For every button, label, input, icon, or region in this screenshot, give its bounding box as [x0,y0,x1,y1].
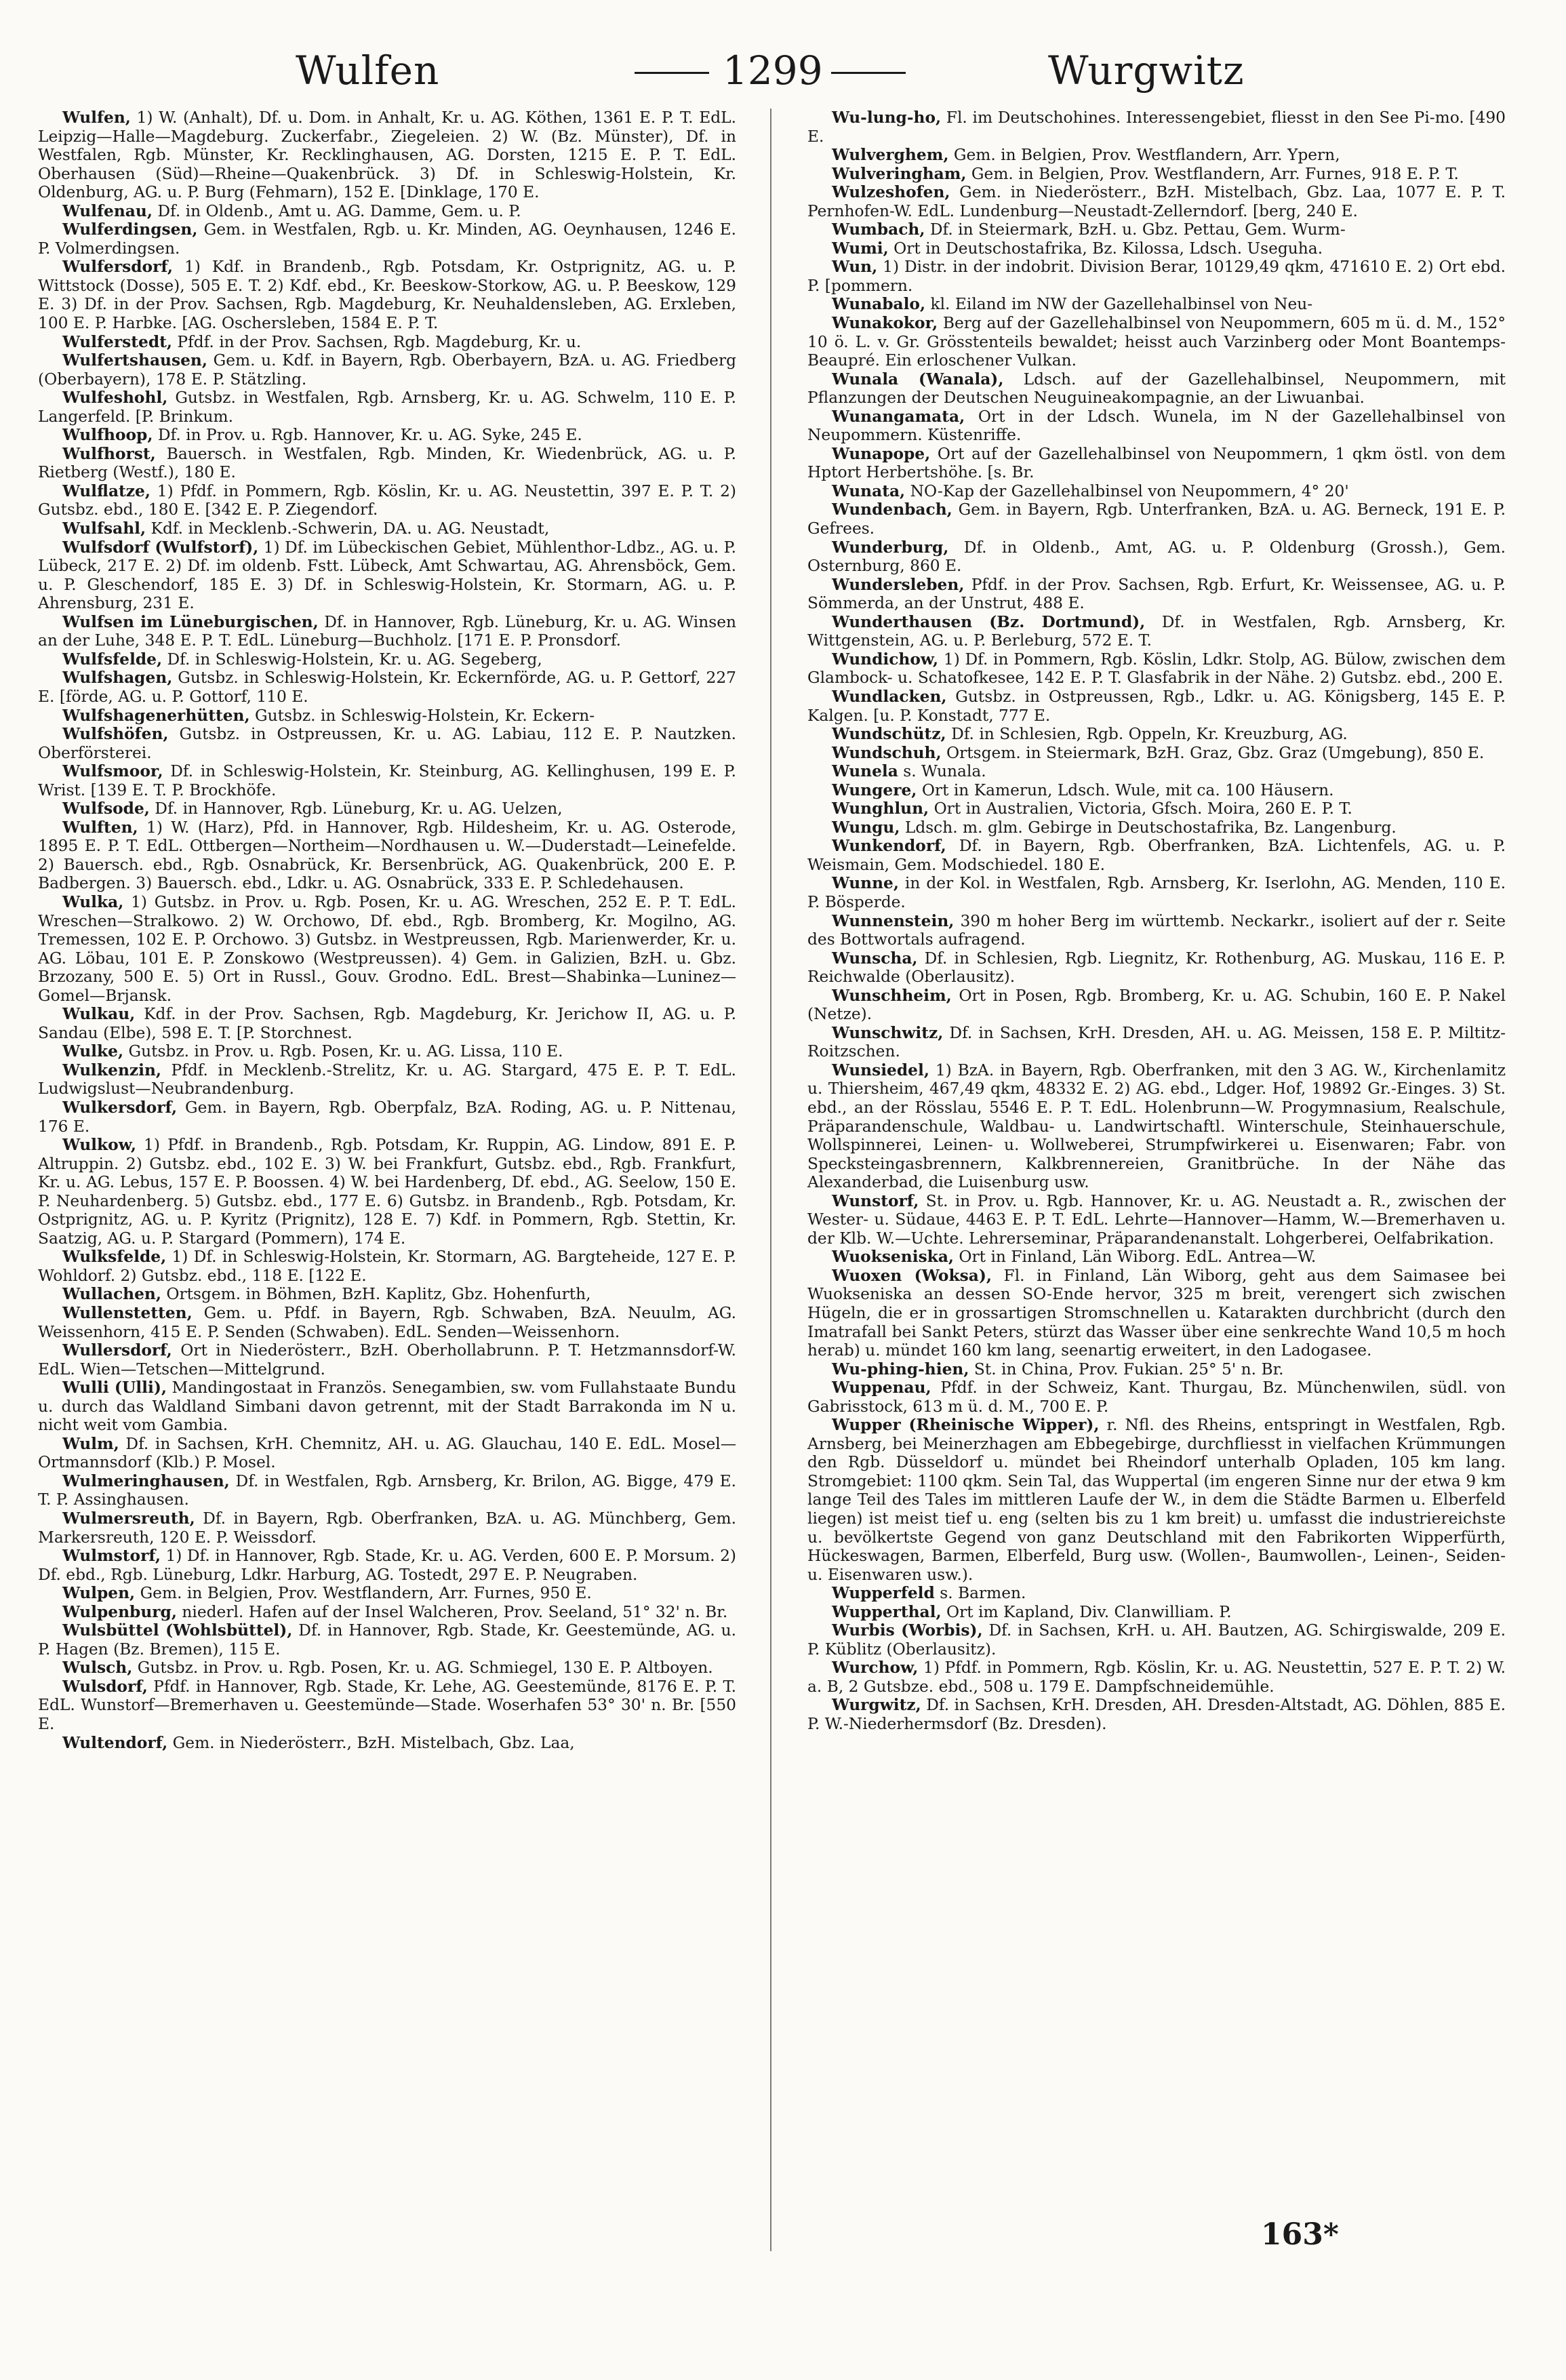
page-header [38,41,1528,108]
dictionary-entry [807,165,1506,184]
entry-text: Gem. in Belgien, Prov. Westflandern, Arr. Ypern, [948,146,1340,165]
entry-text: Ort in Australien, Victoria, Gfsch. Moira, 260 E. P. T. [929,799,1352,818]
entry-text: Gutsbz. in Ostpreussen, Kr. u. AG. Labiau, 112 E. P. Nautzken. Oberförsterei. [38,725,736,762]
entry-text: Gutsbz. in Ostpreussen, Rgb., Ldkr. u. AG. Königsberg, 145 E. P. Kalgen. [u. P. Konstadt, 777 E. [807,687,1506,725]
entry-text: Gutsbz. in Prov. u. Rgb. Posen, Kr. u. AG. Schmiegel, 130 E. P. Altboyen. [132,1659,713,1678]
entry-term: Wunangamata, [832,407,965,426]
dictionary-entry [38,669,736,706]
dictionary-entry [807,1621,1506,1659]
dictionary-entry [807,482,1506,501]
entry-term: Wunne, [832,874,899,893]
entry-text: Ldsch. m. glm. Gebirge in Deutschostafrika, Bz. Langenburg. [900,818,1397,837]
text-columns [38,108,1528,2339]
entry-text: 1) W. (Harz), Pfd. in Hannover, Rgb. Hildesheim, Kr. u. AG. Osterode, 1895 E. P. T. EdL. Ottbergen—Northeim—Nordhausen u. W.—Duderstadt—Leinefelde. 2) Bauersch. ebd., Rgb. Osnabrück, Kr. Bersenbrück, AG. Quakenbrück, 200 E. P. Badbergen. 3) Bauersch. ebd., Ldkr. u. AG. Osnabrück, 333 E. P. Schledehausen. [38,818,736,893]
entry-text: 1) BzA. in Bayern, Rgb. Oberfranken, mit den 3 AG. W., Kirchenlamitz u. Thiersheim, 467,49 qkm, 48332 E. 2) AG. ebd., Ldger. Hof, 19892 Gr.-Einges. 3) St. ebd., an der Rösslau, 5546 E. P. T. EdL. Holenbrunn—W. Progymnasium, Realschule, Präparandenschule, Waldbau- u. Landwirtschaftl. Winterschule, Steinhauerschule, Wollspinnerei, Leinen- u. Wollweberei, Strumpfwirkerei u. Eisenwaren; Fabr. von Specksteingasbrennern, Kalkbrennereien, Granitbrüche. In der Nähe das Alexanderbad, die Luisenburg usw. [807,1060,1506,1192]
entry-term: Wulfshagen, [62,669,173,688]
entry-text: Df. in Sachsen, KrH. Dresden, AH. u. AG. Meissen, 158 E. P. Miltitz-Roitzschen. [807,1023,1506,1061]
entry-text: NO-Kap der Gazellehalbinsel von Neupommern, 4° 20' [905,481,1349,500]
left-headword: Wulfen [296,47,440,94]
entry-text: Ortsgem. in Böhmen, BzH. Kaplitz, Gbz. Hohenfurth, [161,1285,591,1304]
dictionary-entry [807,987,1506,1024]
dictionary-entry [807,1248,1506,1267]
entry-term: Wulfen, [62,108,131,127]
entry-term: Wullersdorf, [62,1341,172,1360]
entry-term: Wurgwitz, [832,1696,921,1715]
dictionary-entry [807,874,1506,911]
entry-text: 1) Df. in Hannover, Rgb. Stade, Kr. u. AG. Verden, 600 E. P. Morsum. 2) Df. ebd., Rgb. Lüneburg, Ldkr. Harburg, AG. Tostedt, 297 E. P. Neugraben. [38,1547,736,1584]
entry-term: Wunala (Wanala), [832,370,1004,389]
dictionary-entry [807,1061,1506,1192]
entry-term: Wulsbüttel (Wohlsbüttel), [62,1621,293,1640]
dictionary-entry [807,108,1506,146]
dictionary-entry [38,519,736,538]
entry-text: Ort in der Ldsch. Wunela, im N der Gazellehalbinsel von Neupommern. Küstenriffe. [807,407,1506,445]
entry-term: Wullenstetten, [62,1304,193,1322]
entry-term: Wundichow, [832,650,939,669]
dictionary-entry [38,1435,736,1472]
dictionary-entry [38,650,736,669]
dictionary-entry [38,818,736,893]
dictionary-entry [38,482,736,519]
dictionary-entry [38,351,736,389]
entry-text: Df. in Hannover, Rgb. Lüneburg, Kr. u. AG. Uelzen, [149,799,563,818]
dictionary-entry [807,370,1506,408]
dictionary-entry [807,408,1506,445]
dictionary-entry [807,613,1506,650]
dictionary-entry [38,1509,736,1547]
dictionary-entry [38,1659,736,1678]
entry-text: Pfdf. in Hannover, Rgb. Stade, Kr. Lehe, AG. Geestemünde, 8176 E. P. T. EdL. Wunstorf—Bremerhaven u. Geestemünde—Stade. Woserhafen 53° 30' n. Br. [550 E. [38,1677,736,1734]
entry-text: Df. in Hannover, Rgb. Stade, Kr. Geestemünde, AG. u. P. Hagen (Bz. Bremen), 115 E. [38,1621,736,1659]
dictionary-entry [807,650,1506,688]
entry-text: Df. in Bayern, Rgb. Oberfranken, BzA. Lichtenfels, AG. u. P. Weismain, Gem. Modschiedel. 180 E. [807,837,1506,874]
entry-text: Kdf. in Mecklenb.-Schwerin, DA. u. AG. Neustadt, [146,519,550,538]
dictionary-entry [38,1678,736,1734]
header-dash-right [831,72,906,74]
entry-term: Wurbis (Worbis), [832,1621,983,1640]
entry-term: Wulfsode, [62,799,150,818]
dictionary-entry [38,1248,736,1285]
dictionary-entry [38,1584,736,1603]
entry-text: Ort auf der Gazellehalbinsel von Neupommern, 1 qkm östl. von dem Hptort Herbertshöhe. [s. Br. [807,444,1506,482]
entry-term: Wulfsmoor, [62,762,163,781]
entry-term: Wulm, [62,1434,119,1453]
entry-text: Gutsbz. in Schleswig-Holstein, Kr. Eckern- [249,706,595,725]
entry-text: in der Kol. in Westfalen, Rgb. Arnsberg, Kr. Iserlohn, AG. Menden, 110 E. P. Bösperde. [807,874,1506,911]
dictionary-entry [807,239,1506,258]
dictionary-entry [807,1659,1506,1696]
signature-mark: 163* [1261,2217,1339,2252]
dictionary-entry [807,1416,1506,1584]
entry-term: Wunstorf, [832,1191,919,1210]
entry-text: Df. in Hannover, Rgb. Lüneburg, Kr. u. AG. Winsen an der Luhe, 348 E. P. T. EdL. Lüneburg—Buchholz. [171 E. P. Pronsdorf. [38,612,736,650]
dictionary-entry [38,1136,736,1248]
entry-term: Wulveringham, [832,164,967,183]
entry-term: Wulmeringhausen, [62,1471,230,1490]
entry-text: Df. in Sachsen, KrH. Dresden, AH. Dresden-Altstadt, AG. Döhlen, 885 E. P. W.-Niederhermsdorf (Bz. Dresden). [807,1696,1506,1734]
entry-term: Wundschütz, [832,725,946,744]
entry-term: Wunnenstein, [832,911,955,930]
right-headword: Wurgwitz [1048,47,1245,94]
entry-term: Wulkow, [62,1136,136,1155]
entry-text: s. Wunala. [898,762,986,781]
entry-text: Kdf. in der Prov. Sachsen, Rgb. Magdeburg, Kr. Jerichow II, AG. u. P. Sandau (Elbe), 598 E. T. [P. Storchnest. [38,1005,736,1042]
dictionary-entry [807,1267,1506,1360]
dictionary-entry [807,1696,1506,1733]
dictionary-entry [807,1192,1506,1248]
entry-term: Wulmersreuth, [62,1509,195,1528]
entry-term: Wulsch, [62,1659,133,1678]
dictionary-entry [807,258,1506,295]
entry-term: Wundenbach, [832,500,952,519]
entry-term: Wunscha, [832,949,918,968]
dictionary-entry [807,220,1506,239]
entry-text: Fl. im Deutschohines. Interessengebiet, fliesst in den See Pi-mo. [490 E. [807,108,1506,146]
entry-text: 1) Pfdf. in Pommern, Rgb. Köslin, Kr. u. AG. Neustettin, 527 E. P. T. 2) W. a. B, 2 Gutsbze. ebd., 508 u. 179 E. Dampfschneidemühle. [807,1659,1506,1696]
entry-term: Wunabalo, [832,295,926,314]
entry-text: Df. in Oldenb., Amt u. AG. Damme, Gem. u. P. [152,201,521,220]
entry-term: Wundschuh, [832,743,942,762]
entry-term: Wulfsen im Lüneburgischen, [62,612,319,631]
entry-text: Ldsch. auf der Gazellehalbinsel, Neupommern, mit Pflanzungen der Deutschen Neuguineakompagnie, an der Liwuanbai. [807,370,1506,408]
dictionary-entry [38,1005,736,1042]
entry-text: St. in China, Prov. Fukian. 25° 5' n. Br. [969,1360,1284,1379]
entry-text: kl. Eiland im NW der Gazellehalbinsel von Neu- [925,295,1313,314]
entry-term: Wulfsfelde, [62,650,163,669]
entry-term: Wulfhoop, [62,426,153,445]
entry-text: Gutsbz. in Westfalen, Rgb. Arnsberg, Kr. u. AG. Schwelm, 110 E. P. Langerfeld. [P. Brinkum. [38,389,736,426]
dictionary-entry [807,1379,1506,1416]
dictionary-entry [38,1285,736,1304]
dictionary-entry [807,1024,1506,1061]
entry-term: Wulkau, [62,1005,136,1024]
entry-term: Wulmstorf, [62,1547,161,1566]
entry-text: Ort in Kamerun, Ldsch. Wule, mit ca. 100 Häusern. [917,780,1334,799]
left-column [38,108,736,1752]
entry-text: Df. in Sachsen, KrH. u. AH. Bautzen, AG. Schirgiswalde, 209 E. P. Küblitz (Oberlausitz). [807,1621,1506,1659]
entry-term: Wupperthal, [832,1602,942,1621]
dictionary-entry [38,445,736,482]
entry-term: Wuppenau, [832,1379,931,1397]
entry-term: Wumbach, [832,220,925,239]
entry-term: Wulsdorf, [62,1677,148,1696]
entry-text: niederl. Hafen auf der Insel Walcheren, Prov. Seeland, 51° 32' n. Br. [176,1602,728,1621]
entry-text: Bauersch. in Westfalen, Rgb. Minden, Kr. Wiedenbrück, AG. u. P. Rietberg (Westf.), 180 E. [38,444,736,482]
entry-text: Pfdf. in Mecklenb.-Strelitz, Kr. u. AG. Stargard, 475 E. P. T. EdL. Ludwigslust—Neubrandenburg. [38,1060,736,1098]
entry-text: 1) Pfdf. in Brandenb., Rgb. Potsdam, Kr. Ruppin, AG. Lindow, 891 E. P. Altruppin. 2) Gutsbz. ebd., 102 E. 3) W. bei Frankfurt, Gutsbz. ebd., Rgb. Frankfurt, Kr. u. AG. Lebus, 157 E. P. Boossen. 4) W. bei Hardenberg, Df. ebd., AG. Seelow, 150 E. P. Neuhardenberg. 5) Gutsbz. ebd., 177 E. 6) Gutsbz. in Brandenb., Rgb. Potsdam, Kr. Ostprignitz, AG. u. P. Kyritz (Prignitz), 128 E. 7) Kdf. in Pommern, Rgb. Stettin, Kr. Saatzig, AG. u. P. Stargard (Pommern), 174 E. [38,1136,736,1248]
entry-text: Ort in Posen, Rgb. Bromberg, Kr. u. AG. Schubin, 160 E. P. Nakel (Netze). [807,986,1506,1024]
entry-term: Wunderburg, [832,538,949,557]
entry-text: r. Nfl. des Rheins, entspringt in Westfalen, Rgb. Arnsberg, bei Meinerzhagen am Ebbegebirge, durchfliesst in vielfachen Krümmungen den Rgb. Düsseldorf u. mündet bei Rheindorf unterhalb Opladen, 105 km lang. Stromgebiet: 1100 qkm. Sein Tal, das Wuppertal (im engeren Sinne nur der etwa 9 km lange Teil des Tales im mittleren Laufe der W., in dem die Städte Barmen u. Elberfeld liegen) ist meist tief u. eng (selten bis zu 1 km breit) u. umfasst die industriereichste u. bevölkertste Gegend von ganz Deutschland mit den Fabrikorten Wipperfürth, Hückeswagen, Barmen, Elberfeld, Burg usw. (Wollen-, Baumwollen-, Leinen-, Seiden- u. Eisenwaren usw.). [807,1416,1506,1584]
dictionary-entry [807,762,1506,781]
entry-term: Wungere, [832,780,917,799]
entry-text: Fl. in Finland, Län Wiborg, geht aus dem Saimasee bei Wuokseniska an dessen SO-Ende hervor, 325 m breit, verengert sich zwischen Hügeln, die er in grossartigen Stromschnellen u. Katarakten durchbricht (durch den Imatrafall bei Sankt Peters, stürzt das Wasser über eine senkrechte Wand 10,5 m hoch herab) u. mündet 160 km lang, seenartig erweitert, in den Ladogasee. [807,1266,1506,1360]
entry-term: Wultendorf, [62,1733,168,1752]
dictionary-entry [38,1472,736,1509]
dictionary-entry [807,183,1506,220]
dictionary-entry [807,688,1506,725]
entry-text: Ort in Finland, Län Wiborg. EdL. Antrea—W. [954,1248,1317,1267]
dictionary-entry [38,426,736,445]
dictionary-entry [38,1379,736,1435]
entry-term: Wulzeshofen, [832,183,950,202]
dictionary-entry [38,220,736,258]
entry-term: Wulflatze, [62,481,150,500]
entry-term: Wuoxen (Woksa), [832,1266,992,1285]
entry-text: Df. in Schleswig-Holstein, Kr. Steinburg, AG. Kellinghusen, 199 E. P. Wrist. [139 E. T. P. Brockhöfe. [38,762,736,799]
entry-term: Wundlacken, [832,687,947,706]
entry-term: Wunsiedel, [832,1060,929,1079]
entry-term: Wupper (Rheinische Wipper), [832,1416,1100,1435]
dictionary-entry [807,576,1506,613]
entry-text: 1) W. (Anhalt), Df. u. Dom. in Anhalt, Kr. u. AG. Köthen, 1361 E. P. T. EdL. Leipzig—Halle—Magdeburg. Zuckerfabr., Ziegeleien. 2) W. (Bz. Münster), Df. in Westfalen, Rgb. Münster, Kr. Recklinghausen, AG. Dorsten, 1215 E. P. T. EdL. Oberhausen (Süd)—Rheine—Quakenbrück. 3) Df. in Schleswig-Holstein, Kr. Oldenburg, AG. u. P. Burg (Fehmarn), 152 E. [Dinklage, 170 E. [38,108,736,202]
dictionary-entry [807,500,1506,538]
entry-term: Wuokseniska, [832,1248,955,1267]
entry-text: Berg auf der Gazellehalbinsel von Neupommern, 605 m ü. d. M., 152° 10 ö. L. v. Gr. Grösstenteils bewaldet; heisst auch Varzinberg oder Mont Boantemps-Beaupré. Ein erloschener Vulkan. [807,314,1506,370]
entry-term: Wulfhorst, [62,444,156,463]
dictionary-entry [38,1547,736,1584]
entry-text: 1) Distr. in der indobrit. Division Berar, 10129,49 qkm, 471610 E. 2) Ort ebd. P. [pommern. [807,258,1506,295]
dictionary-entry [38,1061,736,1098]
entry-term: Wulfshöfen, [62,725,169,744]
entry-term: Wunschheim, [832,986,952,1005]
entry-term: Wu-phing-hien, [832,1360,969,1379]
entry-text: Gem. u. Pfdf. in Bayern, Rgb. Schwaben, BzA. Neuulm, AG. Weissenhorn, 415 E. P. Senden (Schwaben). EdL. Senden—Weissenhorn. [38,1304,736,1341]
entry-term: Wunschwitz, [832,1023,944,1042]
entry-text: Df. in Westfalen, Rgb. Arnsberg, Kr. Wittgenstein, AG. u. P. Berleburg, 572 E. T. [807,612,1506,650]
entry-text: Df. in Prov. u. Rgb. Hannover, Kr. u. AG. Syke, 245 E. [153,426,582,445]
entry-term: Wumi, [832,239,889,258]
dictionary-entry [38,1304,736,1341]
page-number: 1299 [723,47,823,94]
entry-text: Gem. u. Kdf. in Bayern, Rgb. Oberbayern, BzA. u. AG. Friedberg (Oberbayern), 178 E. P. Stätzling. [38,351,736,389]
entry-term: Wunakokor, [832,314,938,333]
entry-term: Wulfsahl, [62,519,146,538]
entry-term: Wulfsdorf (Wulfstorf), [62,538,259,557]
dictionary-entry [38,707,736,726]
entry-text: Df. in Sachsen, KrH. Chemnitz, AH. u. AG. Glauchau, 140 E. EdL. Mosel—Ortmannsdorf (Klb.) P. Mosel. [38,1434,736,1472]
entry-term: Wungu, [832,818,900,837]
entry-text: Pfdf. in der Prov. Sachsen, Rgb. Erfurt, Kr. Weissensee, AG. u. P. Sömmerda, an der Unstrut, 488 E. [807,575,1506,613]
entry-text: Ort im Kapland, Div. Clanwilliam. P. [941,1602,1232,1621]
entry-term: Wunghlun, [832,799,929,818]
dictionary-entry [807,295,1506,314]
entry-term: Wulfshagenerhütten, [62,706,250,725]
dictionary-entry [807,837,1506,874]
dictionary-entry [807,1603,1506,1622]
entry-term: Wulke, [62,1042,124,1061]
dictionary-entry [38,333,736,352]
entry-text: Gem. in Bayern, Rgb. Unterfranken, BzA. u. AG. Berneck, 191 E. P. Gefrees. [807,500,1506,538]
dictionary-entry [807,949,1506,987]
dictionary-entry [38,258,736,332]
entry-term: Wunderthausen (Bz. Dortmund), [832,612,1146,631]
entry-term: Wullachen, [62,1285,161,1304]
entry-term: Wulkersdorf, [62,1098,178,1117]
entry-term: Wulpenburg, [62,1602,177,1621]
entry-text: Gutsbz. in Prov. u. Rgb. Posen, Kr. u. AG. Lissa, 110 E. [123,1042,563,1061]
entry-text: 390 m hoher Berg im württemb. Neckarkr., isoliert auf der r. Seite des Bottwortals aufragend. [807,911,1506,949]
dictionary-entry [807,912,1506,949]
entry-text: Gem. in Niederösterr., BzH. Mistelbach, Gbz. Laa, 1077 E. P. T. Pernhofen-W. EdL. Lundenburg—Neustadt-Zellerndorf. [berg, 240 E. [807,183,1506,220]
entry-term: Wulverghem, [832,146,949,165]
dictionary-entry [807,146,1506,165]
right-column [807,108,1506,1734]
entry-text: Df. in Westfalen, Rgb. Arnsberg, Kr. Brilon, AG. Bigge, 479 E. T. P. Assinghausen. [38,1471,736,1509]
dictionary-entry [38,725,736,762]
entry-term: Wulka, [62,892,124,911]
dictionary-entry [807,445,1506,482]
dictionary-entry [807,744,1506,763]
entry-term: Wundersleben, [832,575,965,594]
entry-text: Ortsgem. in Steiermark, BzH. Graz, Gbz. Graz (Umgebung), 850 E. [941,743,1485,762]
entry-text: Ort in Niederösterr., BzH. Oberhollabrunn. P. T. Hetzmannsdorf-W. EdL. Wien—Tetschen—Mittelgrund. [38,1341,736,1379]
entry-text: Gem. in Belgien, Prov. Westflandern, Arr. Furnes, 950 E. [135,1584,592,1603]
entry-term: Wunata, [832,481,906,500]
dictionary-entry [38,1341,736,1379]
dictionary-entry [807,725,1506,744]
entry-term: Wunela [832,762,898,781]
entry-text: Df. in Steiermark, BzH. u. Gbz. Pettau, Gem. Wurm- [925,220,1346,239]
column-divider [770,108,771,2251]
dictionary-entry [38,799,736,818]
entry-term: Wurchow, [832,1659,919,1678]
entry-text: Gutsbz. in Schleswig-Holstein, Kr. Eckernförde, AG. u. P. Gettorf, 227 E. [förde, AG. u. P. Gottorf, 110 E. [38,669,736,706]
dictionary-entry [807,799,1506,818]
entry-text: 1) Df. in Pommern, Rgb. Köslin, Ldkr. Stolp, AG. Bülow, zwischen dem Glambock- u. Schatofkesee, 142 E. P. T. Glasfabrik in der Nähe. 2) Gutsbz. ebd., 200 E. [807,650,1506,688]
entry-term: Wulli (Ulli), [62,1379,167,1397]
dictionary-entry [38,108,736,202]
dictionary-entry [807,1360,1506,1379]
dictionary-entry [38,613,736,650]
entry-term: Wulften, [62,818,138,837]
entry-text: Pfdf. in der Prov. Sachsen, Rgb. Magdeburg, Kr. u. [172,332,582,351]
entry-text: 1) Kdf. in Brandenb., Rgb. Potsdam, Kr. Ostprignitz, AG. u. P. Wittstock (Dosse), 505 E. T. 2) Kdf. ebd., Kr. Beeskow-Storkow, AG. u. P. Beeskow, 129 E. 3) Df. in der Prov. Sachsen, Rgb. Magdeburg, Kr. Neuhaldensleben, AG. Erxleben, 100 E. P. Harbke. [AG. Oschersleben, 1584 E. P. T. [38,258,736,333]
entry-text: Ort in Deutschostafrika, Bz. Kilossa, Ldsch. Useguha. [888,239,1323,258]
entry-text: Pfdf. in der Schweiz, Kant. Thurgau, Bz. Münchenwilen, südl. von Gabrisstock, 613 m ü. d. M., 700 E. P. [807,1379,1506,1416]
dictionary-entry [807,538,1506,576]
entry-term: Wulfenau, [62,201,153,220]
entry-text: Gem. in Niederösterr., BzH. Mistelbach, Gbz. Laa, [167,1733,575,1752]
entry-text: Df. in Schlesien, Rgb. Liegnitz, Kr. Rothenburg, AG. Muskau, 116 E. P. Reichwalde (Oberlausitz). [807,949,1506,987]
entry-text: 1) Df. im Lübeckischen Gebiet, Mühlenthor-Ldbz., AG. u. P. Lübeck, 217 E. 2) Df. im oldenb. Fstt. Lübeck, Amt Schwartau, AG. Ahrensböck, Gem. u. P. Gleschendorf, 185 E. 3) Df. in Schleswig-Holstein, Kr. Stormarn, AG. u. P. Ahrensburg, 231 E. [38,538,736,613]
entry-term: Wulkenzin, [62,1060,162,1079]
dictionary-entry [38,762,736,799]
entry-text: 1) Pfdf. in Pommern, Rgb. Köslin, Kr. u. AG. Neustettin, 397 E. P. T. 2) Gutsbz. ebd., 180 E. [342 E. P. Ziegendorf. [38,481,736,519]
dictionary-entry [38,1603,736,1622]
dictionary-entry [38,538,736,613]
dictionary-entry [807,781,1506,800]
entry-term: Wulfertshausen, [62,351,207,370]
entry-text: Df. in Schleswig-Holstein, Kr. u. AG. Segeberg, [162,650,542,669]
entry-text: s. Barmen. [934,1584,1026,1603]
entry-text: Gem. in Bayern, Rgb. Oberpfalz, BzA. Roding, AG. u. P. Nittenau, 176 E. [38,1098,736,1136]
entry-text: Gem. in Belgien, Prov. Westflandern, Arr. Furnes, 918 E. P. T. [966,164,1459,183]
entry-term: Wupperfeld [832,1584,935,1603]
entry-term: Wulpen, [62,1584,136,1603]
entry-term: Wun, [832,258,878,277]
dictionary-entry [38,389,736,426]
dictionary-entry [38,893,736,1005]
dictionary-entry [38,1098,736,1136]
entry-term: Wunapope, [832,444,931,463]
entry-term: Wulferstedt, [62,332,172,351]
dictionary-entry [38,1042,736,1061]
entry-text: Mandingostaat in Französ. Senegambien, sw. vom Fullahstaate Bundu u. durch das Waldland Simbani davon getrennt, mit der Stadt Barrakonda im N u. nicht weit vom Gambia. [38,1379,737,1435]
entry-text: Df. in Schlesien, Rgb. Oppeln, Kr. Kreuzburg, AG. [946,725,1348,744]
entry-text: Gem. in Westfalen, Rgb. u. Kr. Minden, AG. Oeynhausen, 1246 E. P. Volmerdingsen. [38,220,736,258]
dictionary-entry [807,818,1506,837]
entry-text: 1) Df. in Schleswig-Holstein, Kr. Stormarn, AG. Bargteheide, 127 E. P. Wohldorf. 2) Gutsbz. ebd., 118 E. [122 E. [38,1248,736,1285]
entry-term: Wunkendorf, [832,837,946,856]
header-dash-left [635,72,709,74]
entry-term: Wulksfelde, [62,1248,167,1267]
entry-term: Wulfersdorf, [62,258,173,277]
entry-text: St. in Prov. u. Rgb. Hannover, Kr. u. AG. Neustadt a. R., zwischen der Wester- u. Südaue, 4463 E. P. T. EdL. Lehrte—Hannover—Hamm, W.—Bremerhaven u. der Klb. W.—Uchte. Lehrerseminar, Präparandenanstalt. Lohgerberei, Oelfabrikation. [807,1191,1506,1248]
dictionary-entry [807,314,1506,370]
dictionary-entry [38,202,736,221]
dictionary-entry [807,1584,1506,1603]
entry-text: 1) Gutsbz. in Prov. u. Rgb. Posen, Kr. u. AG. Wreschen, 252 E. P. T. EdL. Wreschen—Stralkowo. 2) W. Orchowo, Df. ebd., Rgb. Bromberg, Kr. Mogilno, AG. Tremessen, 102 E. P. Orchowo. 3) Gutsbz. in Westpreussen, Rgb. Marienwerder, Kr. u. AG. Löbau, 101 E. P. Zonskowo (Westpreussen). 4) Gem. in Galizien, BzH. u. Gbz. Brzozany, 500 E. 5) Ort in Russl., Gouv. Grodno. EdL. Brest—Shabinka—Luninez—Gomel—Brjansk. [38,892,736,1005]
entry-text: Df. in Oldenb., Amt, AG. u. P. Oldenburg (Grossh.), Gem. Osternburg, 860 E. [807,538,1506,576]
entry-term: Wu-lung-ho, [832,108,942,127]
entry-term: Wulfeshohl, [62,389,168,408]
entry-term: Wulferdingsen, [62,220,198,239]
dictionary-entry [38,1621,736,1659]
dictionary-entry [38,1734,736,1753]
entry-text: Df. in Bayern, Rgb. Oberfranken, BzA. u. AG. Münchberg, Gem. Markersreuth, 120 E. P. Weissdorf. [38,1509,736,1547]
